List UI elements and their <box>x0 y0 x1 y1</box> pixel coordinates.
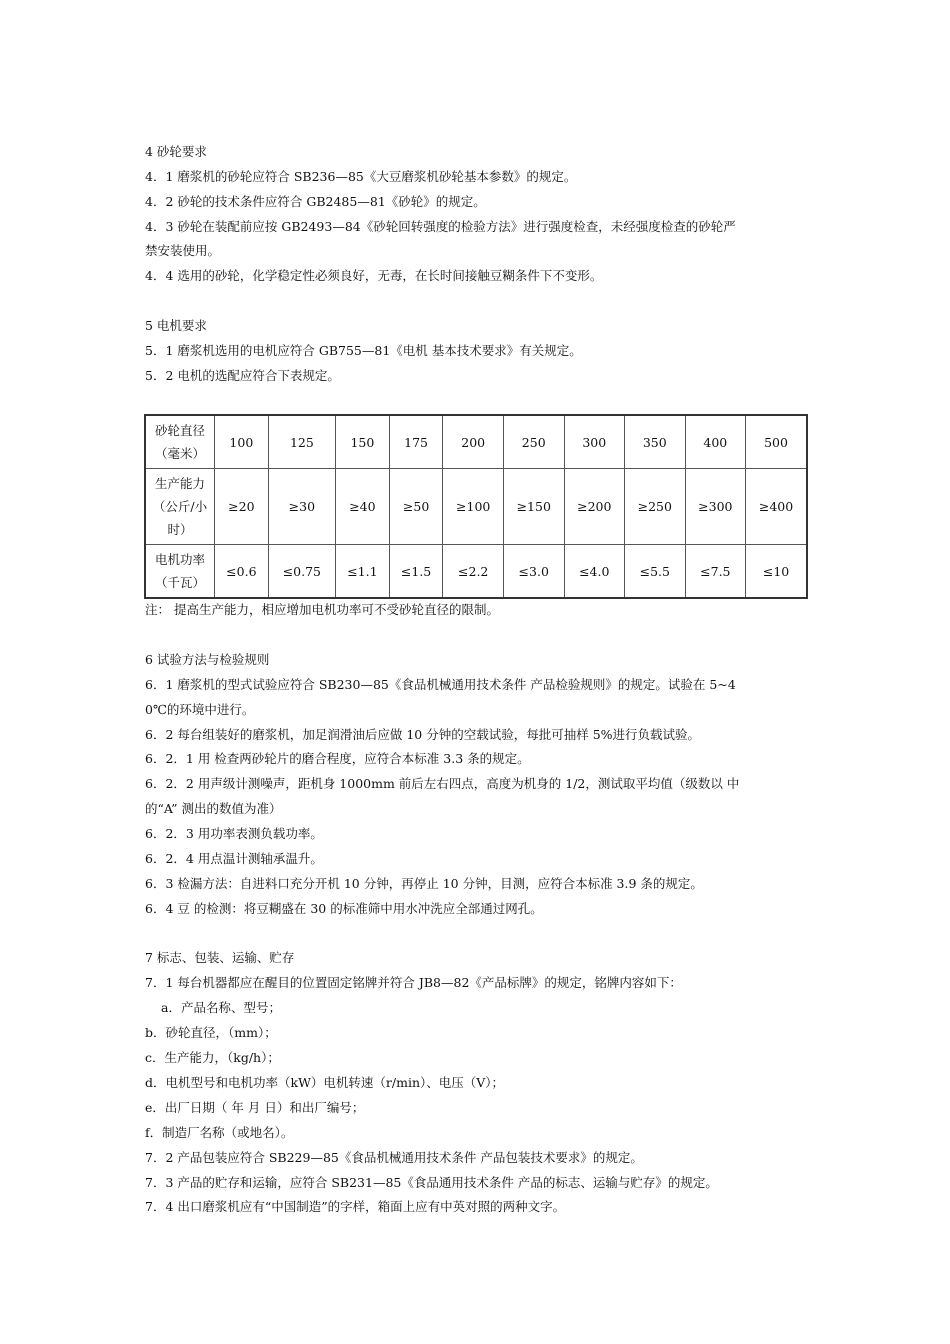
motor-spec-table <box>144 414 808 599</box>
table-cell: 500 <box>746 415 807 469</box>
section-7-heading: 7 标志、包装、运输、贮存 <box>145 950 295 965</box>
paragraph-4-3-line-1: 4．3 砂轮在装配前应按 GB2493—84《砂轮回转强度的检验方法》进行强度检查，未经强度检查的砂轮严 <box>145 219 736 234</box>
paragraph-6-2-2-line-1: 6．2．2 用声级计测噪声，距机身 1000mm 前后左右四点，高度为机身的 1/2，测试取平均值（级数以 中 <box>145 776 740 791</box>
table-note: 注： 提高生产能力，相应增加电机功率可不受砂轮直径的限制。 <box>145 602 499 617</box>
list-item-a: a．产品名称、型号； <box>161 1000 281 1015</box>
paragraph-6-3: 6．3 检漏方法：自进料口充分开机 10 分钟，再停止 10 分钟，目测，应符合本标准 3.9 条的规定。 <box>145 876 703 891</box>
list-item-c: c．生产能力，（kg/h）； <box>145 1050 280 1065</box>
row-header-unit: （千瓦） <box>154 575 205 590</box>
section-6-heading: 6 试验方法与检验规则 <box>145 652 270 667</box>
table-row-diameter <box>145 415 807 469</box>
table-cell: ≤3.0 <box>503 545 564 599</box>
table-cell: 350 <box>625 415 686 469</box>
paragraph-5-2: 5．2 电机的选配应符合下表规定。 <box>145 368 340 383</box>
paragraph-6-2: 6．2 每台组装好的磨浆机，加足润滑油后应做 10 分钟的空载试验，每批可抽样 5%进行负载试验。 <box>145 727 701 742</box>
table-cell: 200 <box>443 415 504 469</box>
table-cell: ≥20 <box>215 469 269 545</box>
table-cell: ≥200 <box>564 469 625 545</box>
paragraph-4-3-line-2: 禁安装使用。 <box>145 243 221 258</box>
paragraph-6-2-4: 6．2．4 用点温计测轴承温升。 <box>145 851 323 866</box>
table-cell: ≥250 <box>625 469 686 545</box>
row-header-unit: （公斤/小 <box>152 499 208 514</box>
table-cell: 175 <box>389 415 443 469</box>
row-header-unit: （毫米） <box>154 446 205 461</box>
row-header-diameter <box>145 415 215 469</box>
row-header-text: 电机功率 <box>154 552 205 567</box>
table-cell: 150 <box>336 415 390 469</box>
table-cell: ≥50 <box>389 469 443 545</box>
table-cell: ≤10 <box>746 545 807 599</box>
table-cell: ≤2.2 <box>443 545 504 599</box>
paragraph-4-1: 4．1 磨浆机的砂轮应符合 SB236—85《大豆磨浆机砂轮基本参数》的规定。 <box>145 169 577 184</box>
paragraph-7-4: 7．4 出口磨浆机应有“中国制造”的字样，箱面上应有中英对照的两种文字。 <box>145 1199 566 1214</box>
table-cell: ≥100 <box>443 469 504 545</box>
table-cell: ≤7.5 <box>685 545 746 599</box>
list-item-e: e．出厂日期（ 年 月 日）和出厂编号； <box>145 1100 365 1115</box>
paragraph-5-1: 5．1 磨浆机选用的电机应符合 GB755—81《电机 基本技术要求》有关规定。 <box>145 343 582 358</box>
paragraph-6-4: 6．4 豆 的检测：将豆糊盛在 30 的标准筛中用水冲洗应全部通过网孔。 <box>145 901 543 916</box>
list-item-b: b．砂轮直径，（mm）； <box>145 1025 277 1040</box>
table-cell: ≤5.5 <box>625 545 686 599</box>
section-4-heading: 4 砂轮要求 <box>145 144 207 159</box>
table-cell: 100 <box>215 415 269 469</box>
table-cell: ≥300 <box>685 469 746 545</box>
table-cell: ≥30 <box>268 469 335 545</box>
table-row-capacity <box>145 469 807 545</box>
paragraph-7-3: 7．3 产品的贮存和运输，应符合 SB231—85《食品通用技术条件 产品的标志、运输与贮存》的规定。 <box>145 1175 718 1190</box>
paragraph-4-2: 4．2 砂轮的技术条件应符合 GB2485—81《砂轮》的规定。 <box>145 194 486 209</box>
row-header-capacity <box>145 469 215 545</box>
table-cell: ≥400 <box>746 469 807 545</box>
paragraph-4-4: 4．4 选用的砂轮，化学稳定性必须良好，无毒，在长时间接触豆糊条件下不变形。 <box>145 268 603 283</box>
table-cell: ≤0.6 <box>215 545 269 599</box>
table-cell: ≥40 <box>336 469 390 545</box>
paragraph-6-1-line-1: 6．1 磨浆机的型式试验应符合 SB230—85《食品机械通用技术条件 产品检验规则》的规定。试验在 5~4 <box>145 677 736 692</box>
row-header-text: 生产能力 <box>154 476 205 491</box>
table-cell: 400 <box>685 415 746 469</box>
table-cell: ≤4.0 <box>564 545 625 599</box>
list-item-f: f．制造厂名称（或地名）。 <box>145 1125 294 1140</box>
paragraph-6-2-1: 6．2．1 用 检查两砂轮片的磨合程度，应符合本标准 3.3 条的规定。 <box>145 751 530 766</box>
paragraph-6-2-3: 6．2．3 用功率表测负载功率。 <box>145 826 323 841</box>
table-cell: 125 <box>268 415 335 469</box>
list-item-d: d．电机型号和电机功率（kW）电机转速（r/min）、电压（V）； <box>145 1075 505 1090</box>
row-header-power <box>145 545 215 599</box>
row-header-text: 砂轮直径 <box>154 423 205 438</box>
table-cell: ≤0.75 <box>268 545 335 599</box>
row-header-unit-cont: 时） <box>167 522 193 537</box>
table-row-power <box>145 545 807 599</box>
section-5-heading: 5 电机要求 <box>145 318 207 333</box>
table-cell: 250 <box>503 415 564 469</box>
paragraph-6-2-2-line-2: 的“A” 测出的数值为准） <box>145 801 282 816</box>
table-cell: 300 <box>564 415 625 469</box>
table-cell: ≥150 <box>503 469 564 545</box>
paragraph-7-1: 7．1 每台机器都应在醒目的位置固定铭牌并符合 JB8—82《产品标牌》的规定，铭牌内容如下： <box>145 975 682 990</box>
paragraph-7-2: 7．2 产品包装应符合 SB229—85《食品机械通用技术条件 产品包装技术要求》的规定。 <box>145 1150 643 1165</box>
table-cell: ≤1.1 <box>336 545 390 599</box>
table-cell: ≤1.5 <box>389 545 443 599</box>
paragraph-6-1-line-2: 0℃的环境中进行。 <box>145 702 255 717</box>
